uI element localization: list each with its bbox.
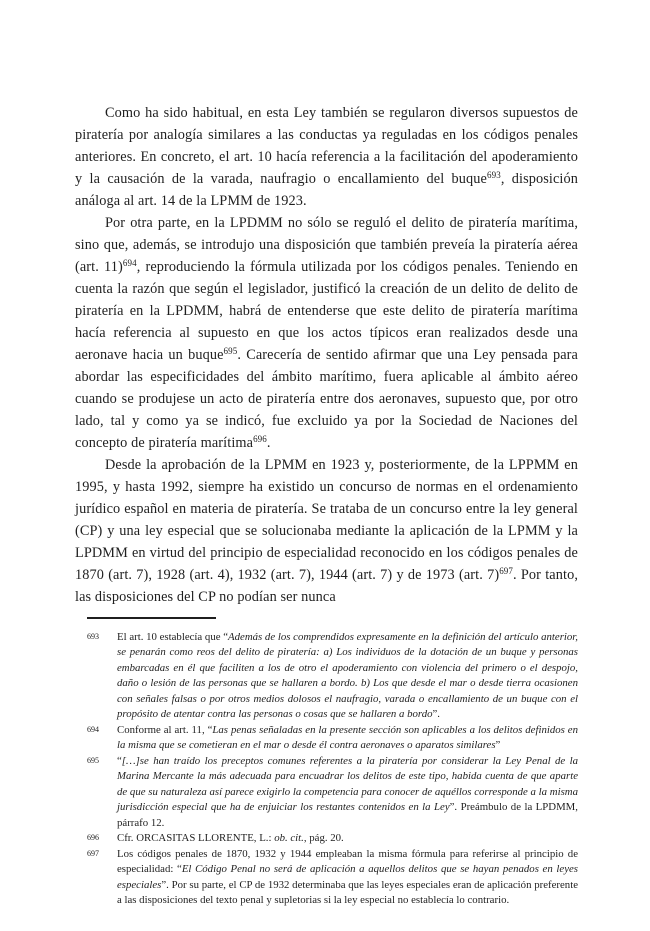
footnote-number: 694	[87, 724, 99, 734]
text-segment: . Carecería de sentido afirmar que una Ley pensada para abordar las especificidades del ámbito marítimo, fuera aplicable al ámbito aéreo cuando se produjese un acto de piratería entre dos aeronaves, supuesto que, por otro lado, tal y como ya se indicó, fue excluido ya por la Sociedad de Naciones del concepto de piratería marítima	[75, 347, 578, 451]
footnote	[87, 630, 578, 723]
text-segment: ”. Preámbulo de la LPDMM, párrafo 12.	[117, 801, 578, 829]
text-segment: ”. Por su parte, el CP de 1932 determinaba que las leyes especiales eran de aplicación preferente a las disposiciones del texto penal y supletorias si la ley especial no establecía lo contrario.	[117, 878, 578, 906]
footnote-text	[117, 848, 578, 907]
text-segment: “	[117, 754, 122, 767]
footnote-text	[117, 755, 578, 829]
text-segment: El Código Penal no será de aplicación a aquellos delitos que se hayan penados en leyes especiales	[117, 863, 578, 891]
footnote-number: 693	[87, 631, 99, 641]
footnote-text	[117, 724, 578, 752]
footnotes-section	[87, 630, 578, 909]
footnote-ref: 694	[122, 258, 137, 268]
text-segment: Además de los comprendidos expresamente en la definición del artículo anterior, se penarán como reos del delito de piratería: a) Los individuos de la dotación de un buque y personas embarcadas en él que faciliten a los de otro el apoderamiento con violencia del primero o el despojo, daño o lesión de las personas que se hallaren a bordo. b) Los que desde el mar o desde tierra ocasionen con señales falsas o por otros medios dolosos el naufragio, varada o encallamiento de un buque con el propósito de atentar contra las personas o cosas que se hallaren a bordo	[117, 630, 578, 720]
paragraph	[75, 454, 578, 608]
text-segment: Desde la aprobación de la LPMM en 1923 y, posteriormente, de la LPPMM en 1995, y hasta 1992, siempre ha existido un concurso de normas en el ordenamiento jurídico español en materia de piratería. Se trataba de un concurso entre la ley general (CP) y una ley especial que se solucionaba mediante la aplicación de la LPMM y la LPDMM en virtud del principio de especialidad reconocido en los códigos penales de 1870 (art. 7), 1928 (art. 4), 1932 (art. 7), 1944 (art. 7) y de 1973 (art. 7)	[75, 457, 578, 583]
text-segment: Como ha sido habitual, en esta Ley también se regularon diversos supuestos de piratería por analogía similares a las conductas ya reguladas en los códigos penales anteriores. En concreto, el art. 10 hacía referencia a la facilitación del apoderamiento y la causación de la varada, naufragio o encallamiento del buque	[75, 105, 578, 187]
footnote-text	[117, 832, 344, 844]
text-segment: ”	[495, 739, 501, 751]
text-segment: Conforme al art. 11, “	[117, 723, 213, 736]
paragraph	[75, 212, 578, 454]
footnote-ref: 696	[253, 434, 267, 444]
footnote-ref: 695	[223, 346, 238, 356]
footnote	[87, 723, 578, 754]
footnote	[87, 754, 578, 832]
text-segment: ”.	[432, 708, 440, 720]
text-segment: . Por tanto, las disposiciones del CP no podían ser nunca	[75, 567, 578, 605]
text-segment: Las penas señaladas en la presente sección son aplicables a los delitos definidos en la misma que se cometieran en el mar o desde él contra aeronaves o aparatos similares	[117, 723, 579, 751]
footnote	[87, 847, 578, 909]
footnote-text	[117, 631, 578, 721]
footnote-number: 696	[87, 833, 99, 842]
body-text	[75, 102, 578, 608]
text-segment: […]se han traído los preceptos comunes referentes a la piratería por considerar la Ley Penal de la Marina Mercante la más adecuada para encuadrar los delitos de este tipo, habida cuenta de que aparte de que su naturaleza así parece exigirlo la competencia para conocer de aquéllos corresponde a la misma jurisdicción especial que ha de enjuiciar los restantes contenidos en la Ley	[117, 754, 578, 813]
text-segment: El art. 10 establecía que “	[117, 630, 229, 643]
footnote-ref: 693	[487, 170, 501, 180]
text-segment: .	[266, 435, 271, 451]
text-segment: Cfr. ORCASITAS LLORENTE, L.:	[117, 832, 275, 844]
text-segment: ob. cit.	[274, 832, 304, 844]
text-segment: , disposición análoga al art. 14 de la LPMM de 1923.	[75, 171, 578, 209]
text-segment: , reproduciendo la fórmula utilizada por los códigos penales. Teniendo en cuenta la razón que según el legislador, justificó la creación de un delito de delito de piratería en la LPDMM, habrá de entenderse que este delito de piratería marítima hacía referencia al supuesto en que los actos típicos eran realizados desde una aeronave hacia un buque	[75, 259, 579, 363]
paragraph	[75, 102, 578, 212]
text-segment: Por otra parte, en la LPDMM no sólo se reguló el delito de piratería marítima, sino que, además, se introdujo una disposición que también preveía la piratería aérea (art. 11)	[75, 215, 578, 275]
footnote	[87, 831, 578, 847]
text-segment: Los códigos penales de 1870, 1932 y 1944 empleaban la misma fórmula para referirse al principio de especialidad: “	[117, 847, 578, 875]
text-segment: , pág. 20.	[303, 832, 344, 844]
footnote-number: 697	[87, 848, 99, 858]
footnote-number: 695	[87, 755, 99, 765]
footnote-separator	[87, 617, 216, 619]
footnote-ref: 697	[499, 566, 513, 576]
